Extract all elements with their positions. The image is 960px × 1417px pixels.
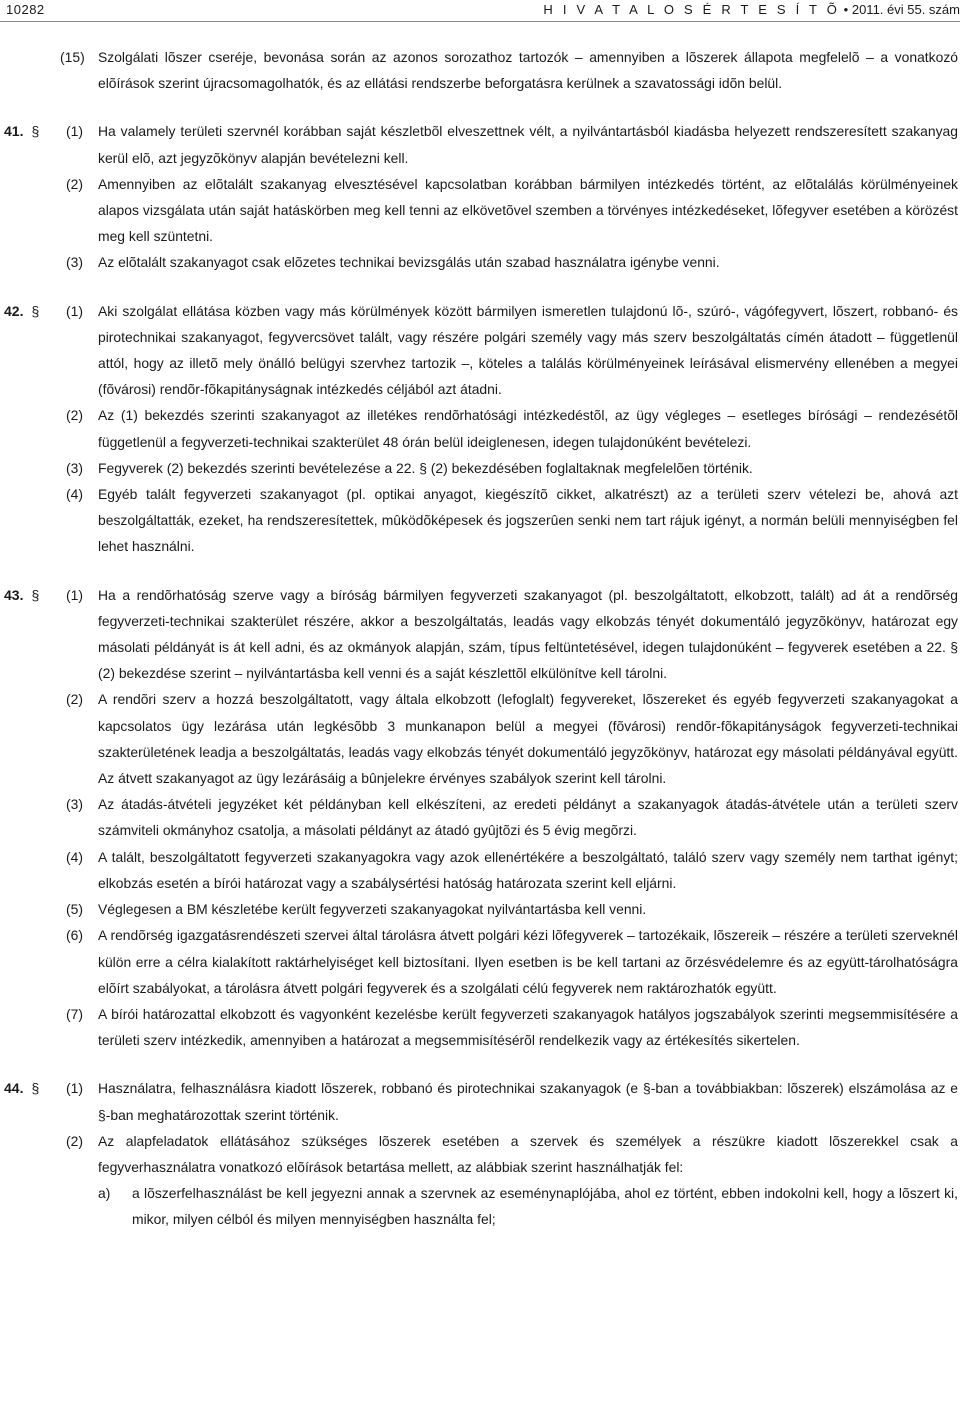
section-43 bbox=[0, 582, 960, 1054]
section-number: 44. bbox=[4, 1080, 24, 1097]
paragraph bbox=[0, 896, 960, 922]
paragraph-text: Véglegesen a BM készletébe került fegyverzeti szakanyagokat nyilvántartásba kell venni. bbox=[98, 901, 647, 918]
paragraph-number: (1) bbox=[66, 586, 83, 603]
section-symbol: § bbox=[31, 302, 40, 319]
paragraph-text: Az átadás-átvételi jegyzéket két példányban kell elkészíteni, az eredeti példányt a szakanyagok átadás-átvétele után a területi szerv számviteli okmányhoz csatolja, a másolati példányt az átadó gyûjtõzi és 5 évig megõrzi. bbox=[98, 796, 958, 839]
paragraph bbox=[0, 455, 960, 481]
section-symbol: § bbox=[31, 1080, 40, 1097]
section-symbol: § bbox=[31, 123, 40, 140]
list-item-text: a lõszerfelhasználást be kell jegyezni annak a szervnek az eseménynaplójába, ahol ez történt, ebben indokolni kell, hogy a lõszert ki, mikor, milyen célból és milyen mennyiségben használta fel; bbox=[132, 1185, 958, 1228]
paragraph-number: (1) bbox=[66, 123, 83, 140]
paragraph-text: A bírói határozattal elkobzott és vagyonként kezelésbe került fegyverzeti szakanyagok hatályos jogszabályok szerinti megsemmisítésére a területi szerv intézkedik, amennyiben a határozat a megsemmisítésérõl rendelkezik vagy az értékesítés sikertelen. bbox=[98, 1005, 958, 1049]
paragraph-text: Az (1) bekezdés szerinti szakanyagot az illetékes rendõrhatósági intézkedéstõl, az ügy végleges – esetleges bírósági – rendezésétõl függetlenül a fegyverzeti-technikai szakterület 48 órán belül ideiglenesen, idegen tulajdonúként bevételezi. bbox=[98, 407, 958, 450]
paragraph bbox=[0, 298, 960, 403]
header-divider bbox=[0, 21, 960, 22]
paragraph bbox=[0, 1075, 960, 1127]
page-header bbox=[0, 0, 960, 22]
paragraph-text: A rendõri szerv a hozzá beszolgáltatott, vagy általa elkobzott (lefoglalt) fegyvereket, lõszereket és egyéb fegyverzeti szakanyagokat a kapcsolatos ügy lezárása után legkésõbb 3 munkanapon belül a megyei (fõvárosi) rendõr-fõkapitányságok fegyverzeti-technikai szakterületének leadja a beszolgáltatás, leadás vagy elkobzás tényét dokumentáló jegyzõkönyv, határozat egy másolati példányával együtt. Az átvett szakanyagot az ügy lezárásáig a bûnjelekre érvényes szabályok szerint kell tárolni. bbox=[98, 691, 958, 787]
paragraph-number: (3) bbox=[66, 254, 83, 271]
paragraph-text: Az alapfeladatok ellátásához szükséges lõszerek esetében a szervek és személyek a részükre kiadott lõszerekkel csak a fegyverhasználatra vonatkozó elõírások betartása mellett, az alábbiak szerint használhatják fel: bbox=[98, 1132, 958, 1175]
section-symbol: § bbox=[31, 586, 40, 603]
paragraph-text: A talált, beszolgáltatott fegyverzeti szakanyagokra vagy azok ellenértékére a beszolgáltató, találó szerv vagy személy nem tarthat igényt; elkobzás esetén a bírói határozat vagy a szabálysértési hatóság határozata szerint kell eljárni. bbox=[98, 848, 958, 891]
paragraph-number: (2) bbox=[66, 407, 83, 424]
paragraph bbox=[0, 922, 960, 1001]
paragraph-number: (3) bbox=[66, 459, 83, 476]
section-number: 43. bbox=[4, 586, 24, 603]
paragraph-text: Aki szolgálat ellátása közben vagy más körülmények között bármilyen ismeretlen tulajdonú lõ-, szúró-, vágófegyvert, lõszert, robbanó- és pirotechnikai szakanyagot, fegyvercsövet talált, vagy részére polgári személy vagy más szerv beszolgáltatás címén átadott – függetlenül attól, hogy az illetõ mely önálló belügyi szervhez tartozik –, köteles a találás körülményeinek leírásával elismervény ellenében a megyei (fõvárosi) rendõr-fõkapitányságnak intézkedés céljából azt átadni. bbox=[98, 302, 958, 398]
section-number: 41. bbox=[4, 123, 24, 140]
section-number: 42. bbox=[4, 302, 24, 319]
paragraph-text: Fegyverek (2) bekezdés szerinti bevételezése a 22. § (2) bekezdésében foglaltaknak megfelelõen történik. bbox=[98, 459, 753, 476]
intro-paragraph bbox=[0, 44, 960, 96]
paragraph bbox=[0, 1128, 960, 1180]
paragraph-number: (2) bbox=[66, 691, 83, 708]
paragraph-number: (1) bbox=[66, 1080, 83, 1097]
paragraph bbox=[0, 249, 960, 275]
paragraph-text: Szolgálati lõszer cseréje, bevonása során az azonos sorozathoz tartozók – amennyiben a lõszerek állapota megfelelõ – a vonatkozó elõírások szerint újracsomagolhatók, és az ellátási rendszerbe beforgatásra kerülnek a szavatossági idõn belül. bbox=[98, 49, 958, 92]
paragraph-text: A rendõrség igazgatásrendészeti szervei által tárolásra átvett polgári kézi lõfegyverek – tartozékaik, lõszereik – részére a területi szerveknél külön erre a célra kialakított raktárhelyiséget kell biztosítani. Ilyen esetben is be kell tartani az õrzésvédelemre és az együtt-tárolhatóságra elõírt szabályokat, a tárolásra átvett polgári fegyverek és a szolgálati célú fegyverek nem raktározhatók együtt. bbox=[98, 927, 958, 996]
section-42 bbox=[0, 298, 960, 560]
journal-name: H I V A T A L O S É R T E S Í T Õ bbox=[543, 2, 841, 17]
page-number: 10282 bbox=[6, 2, 45, 17]
paragraph bbox=[0, 171, 960, 250]
paragraph bbox=[0, 402, 960, 454]
paragraph-number: (1) bbox=[66, 302, 83, 319]
paragraph-text: Amennyiben az elõtalált szakanyag elvesztésével kapcsolatban korábban bármilyen intézkedés történt, az elõtalálás körülményeinek alapos vizsgálata után saját hatáskörben meg kell tenni az elkövetõvel szemben a törvényes intézkedéseket, lõfegyver esetében a körözést meg kell szüntetni. bbox=[98, 175, 958, 245]
section-44 bbox=[0, 1075, 960, 1232]
paragraph-number: (4) bbox=[66, 848, 83, 865]
paragraph-number: (7) bbox=[66, 1005, 83, 1022]
paragraph-text: Ha valamely területi szervnél korábban saját készletbõl elveszettnek vélt, a nyilvántartásból kiadásba helyezett rendszeresített szakanyag kerül elõ, azt jegyzõkönyv alapján bevételezni kell. bbox=[98, 123, 958, 166]
paragraph bbox=[0, 118, 960, 170]
list-item bbox=[0, 1180, 960, 1232]
paragraph-text: Ha a rendõrhatóság szerve vagy a bíróság bármilyen fegyverzeti szakanyagot (pl. beszolgáltatott, elkobzott, talált) ad át a rendõrség fegyverzeti-technikai szakterület részére, akkor a beszolgáltatás, leadás vagy elkobzás tényét dokumentáló jegyzõkönyv, határozat egy másolati példányát is át kell adni, és az okmányok alapján, szám, típus feltüntetésével, idegen tulajdonúként – fegyverek esetében a 22. § (2) bekezdése szerint – nyilvántartásba kell venni és a saját készlettõl elkülönítve kell tárolni. bbox=[98, 586, 958, 682]
paragraph-number: (3) bbox=[66, 796, 83, 813]
paragraph-number: (2) bbox=[66, 1132, 83, 1149]
paragraph bbox=[0, 481, 960, 560]
paragraph bbox=[0, 686, 960, 791]
journal-title bbox=[543, 2, 960, 17]
paragraph-text: Az elõtalált szakanyagot csak elõzetes technikai bevizsgálás után szabad használatra igénybe venni. bbox=[98, 254, 720, 271]
paragraph-number: (5) bbox=[66, 901, 83, 918]
paragraph bbox=[0, 791, 960, 843]
section-41 bbox=[0, 118, 960, 275]
paragraph-number: (15) bbox=[60, 49, 85, 65]
paragraph-text: Használatra, felhasználásra kiadott lõszerek, robbanó és pirotechnikai szakanyagok (e §-ban a továbbiakban: lõszerek) elszámolása az e §-ban meghatározottak szerint történik. bbox=[98, 1080, 958, 1123]
header-bullet: • bbox=[843, 2, 849, 17]
paragraph-number: (4) bbox=[66, 486, 83, 503]
paragraph bbox=[0, 1001, 960, 1053]
paragraph-text: Egyéb talált fegyverzeti szakanyagot (pl. optikai anyagot, kiegészítõ cikket, alkatrészt) az a területi szerv vételezi be, ahová azt beszolgáltatták, ezeket, ha rendszeresítettek, mûködõképesek és jogszerûen senki nem tart rájuk igényt, a normán belüli mennyiségben fel lehet használni. bbox=[98, 486, 958, 555]
paragraph bbox=[0, 582, 960, 687]
paragraph-number: (2) bbox=[66, 175, 83, 192]
document-body bbox=[0, 44, 960, 1233]
paragraph-number: (6) bbox=[66, 927, 83, 944]
list-item-marker: a) bbox=[98, 1185, 111, 1202]
issue-number: 2011. évi 55. szám bbox=[851, 2, 960, 17]
paragraph bbox=[0, 844, 960, 896]
